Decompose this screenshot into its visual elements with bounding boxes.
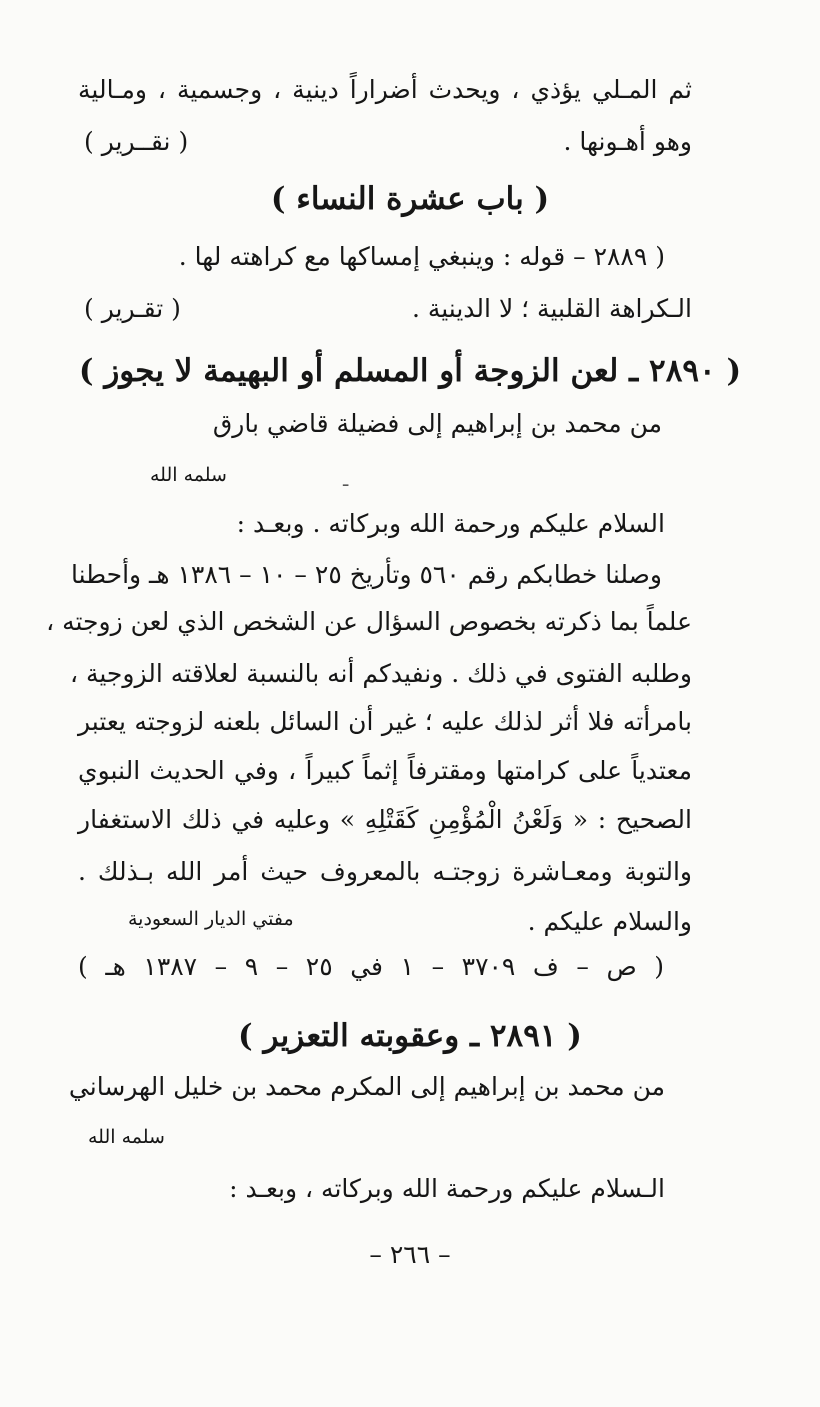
signature: مفتي الديار السعودية	[128, 908, 294, 930]
body-line: والتوبة ومعـاشرة زوجتـه بالمعروف حيث أمر الله بـذلك .	[78, 857, 692, 886]
chapter-heading: ( باب عشرة النساء )	[270, 181, 550, 217]
quote-line: ( ٢٨٨٩ – قوله : وينبغي إمساكها مع كراهته لها .	[178, 242, 665, 271]
body-line: وطلبه الفتوى في ذلك . ونفيدكم أنه بالنسبة لعلاقته الزوجية ،	[69, 659, 692, 688]
reference-note: ( ص – ف ٣٧٠٩ – ١ في ٢٥ – ٩ – ١٣٨٧ هـ )	[78, 952, 664, 981]
letter-greeting: الـسلام عليكم ورحمة الله وبركاته ، وبعـد :	[229, 1174, 665, 1203]
letter-salutation: سلمه الله	[88, 1126, 165, 1148]
body-line: ثم المـلي يؤذي ، ويحدث أضراراً دينية ، وجسمية ، ومـالية	[78, 75, 692, 104]
letter-from: من محمد بن إبراهيم إلى فضيلة قاضي بارق	[212, 409, 662, 438]
source-note: ( تقـرير )	[84, 294, 181, 323]
letter-salutation: سلمه الله	[150, 464, 227, 486]
body-line: معتدياً على كرامتها ومقترفاً إثماً كبيراً ، وفي الحديث النبوي	[78, 756, 692, 785]
section-heading: ( ٢٨٩١ ـ وعقوبته التعزير )	[238, 1018, 582, 1054]
letter-greeting: السلام عليكم ورحمة الله وبركاته . وبعـد :	[236, 509, 665, 538]
section-heading: ( ٢٨٩٠ ـ لعن الزوجة أو المسلم أو البهيمة لا يجوز )	[78, 353, 742, 389]
body-line: وصلنا خطابكم رقم ٥٦٠ وتأريخ ٢٥ – ١٠ – ١٣٨٦ هـ وأحطنا	[70, 560, 662, 589]
body-line: الصحيح : « وَلَعْنُ الْمُؤْمِنِ كَقَتْلِهِ » وعليه في ذلك الاستغفار	[78, 805, 692, 834]
body-line: علماً بما ذكرته بخصوص السؤال عن الشخص الذي لعن زوجته ،	[46, 607, 692, 636]
body-line: بامرأته فلا أثر لذلك عليه ؛ غير أن السائل بلعنه لزوجته يعتبر	[78, 707, 692, 736]
body-line: الـكراهة القلبية ؛ لا الدينية .	[411, 294, 692, 323]
stray-mark: ـ	[343, 470, 349, 491]
letter-closing: والسلام عليكم .	[527, 907, 692, 936]
source-note: ( نقــرير )	[84, 127, 189, 156]
body-line: وهو أهـونها .	[563, 127, 692, 156]
page-number: – ٢٦٦ –	[369, 1240, 451, 1269]
letter-from: من محمد بن إبراهيم إلى المكرم محمد بن خليل الهرساني	[68, 1072, 665, 1101]
